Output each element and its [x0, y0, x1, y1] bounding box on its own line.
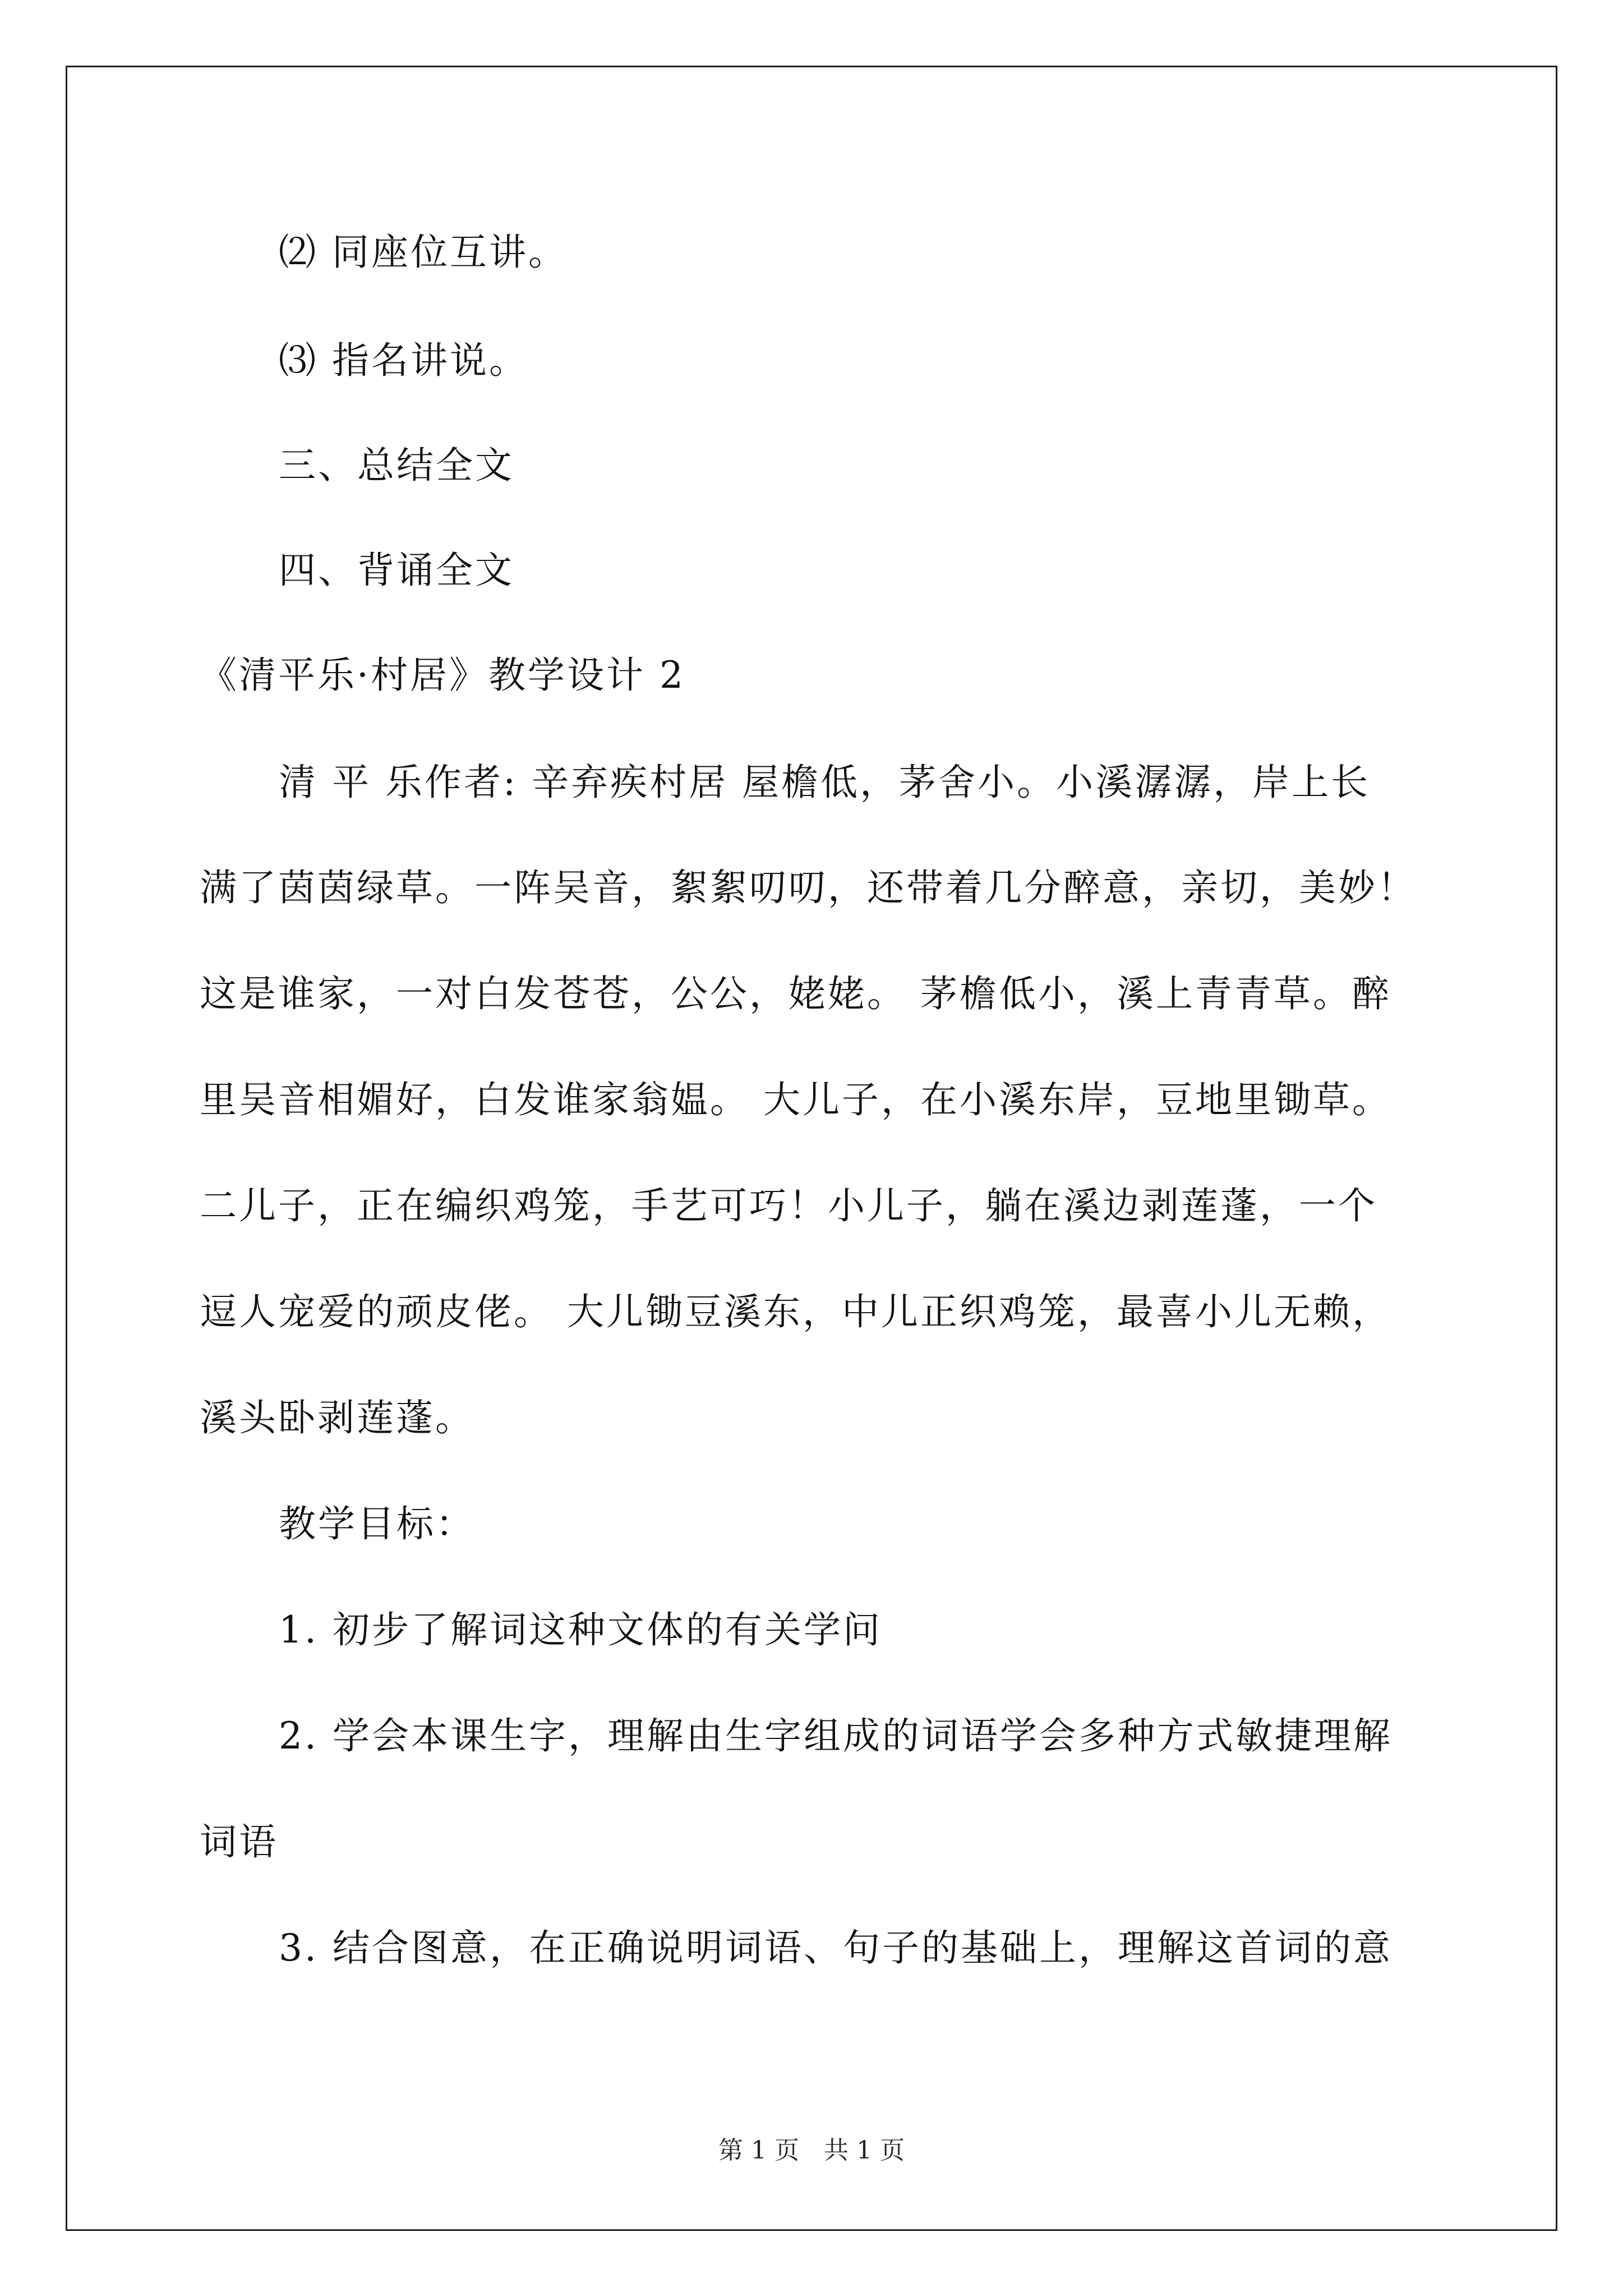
paragraph-line: 逗人宠爱的顽皮佬。 大儿锄豆溪东，中儿正织鸡笼，最喜小儿无赖，: [200, 1290, 1391, 1333]
paragraph-line: ⑵ 同座位互讲。: [279, 231, 568, 274]
page-border: [66, 66, 1557, 2231]
page-footer: 第 1 页 共 1 页: [718, 2136, 905, 2165]
paragraph-line: 这是谁家，一对白发苍苍，公公，姥姥。 茅檐低小，溪上青青草。醉: [200, 972, 1391, 1015]
paragraph-line: ⑶ 指名讲说。: [279, 339, 528, 382]
list-item: 3. 结合图意，在正确说明词语、句子的基础上，理解这首词的意: [279, 1926, 1393, 1970]
document-title: 《清平乐·村居》教学设计 2: [200, 654, 685, 697]
paragraph-line: 满了茵茵绿草。一阵吴音，絮絮叨叨，还带着几分醉意，亲切，美妙！: [200, 866, 1417, 909]
section-heading: 教学目标：: [279, 1502, 475, 1545]
list-item-continued: 词语: [200, 1820, 278, 1864]
paragraph-line: 二儿子，正在编织鸡笼，手艺可巧！小儿子，躺在溪边剥莲蓬，一个: [200, 1184, 1377, 1227]
list-item: 1. 初步了解词这种文体的有关学问: [279, 1608, 882, 1651]
section-heading: 三、总结全文: [279, 444, 514, 487]
paragraph-line: 溪头卧剥莲蓬。: [200, 1396, 474, 1439]
list-item: 2. 学会本课生字，理解由生字组成的词语学会多种方式敏捷理解: [279, 1714, 1393, 1757]
paragraph-line: 里吴音相媚好，白发谁家翁媪。 大儿子，在小溪东岸，豆地里锄草。: [200, 1078, 1391, 1121]
section-heading: 四、背诵全文: [279, 549, 514, 592]
paragraph-line: 清 平 乐作者: 辛弃疾村居 屋檐低，茅舍小。小溪潺潺，岸上长: [279, 761, 1371, 804]
